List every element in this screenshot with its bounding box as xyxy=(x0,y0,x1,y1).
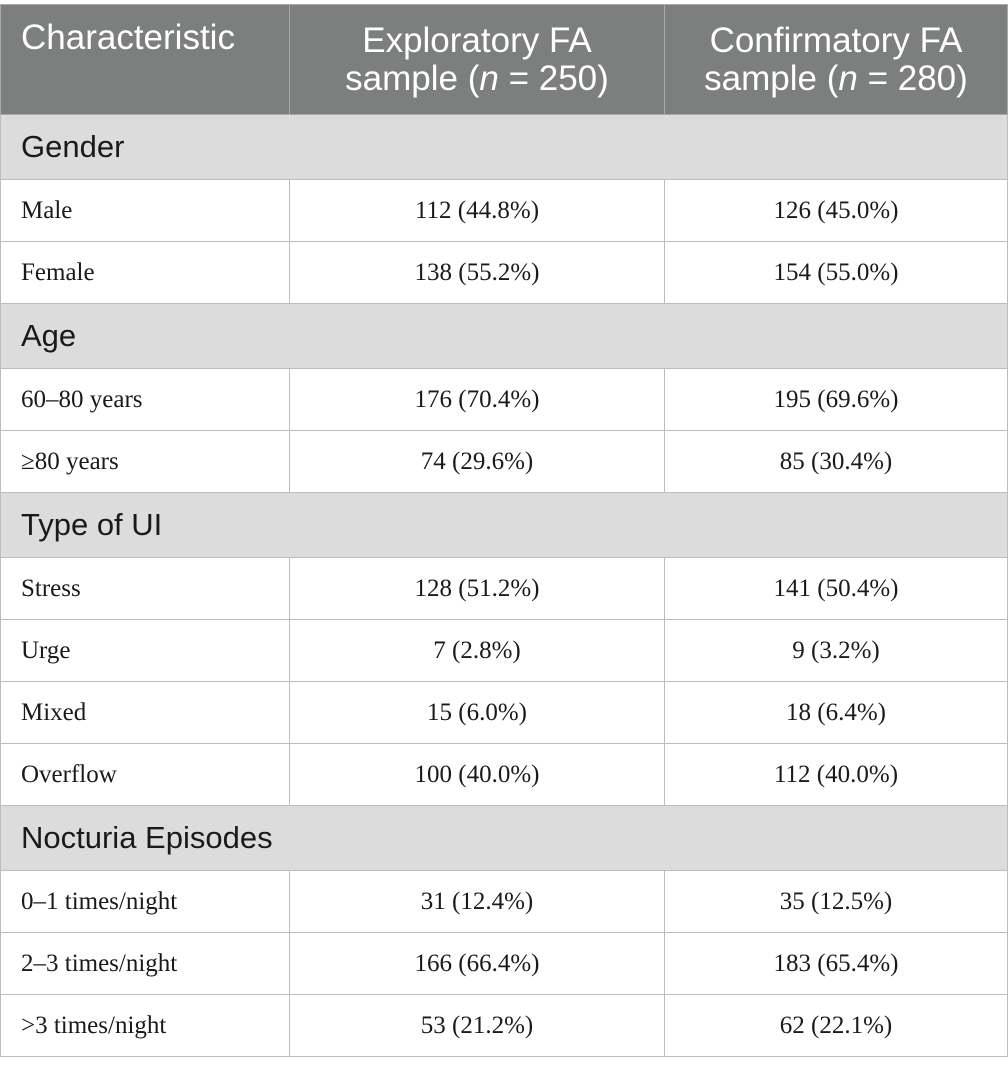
row-label: Urge xyxy=(1,620,290,682)
row-label: Male xyxy=(1,180,290,242)
cfa-value: 141 (50.4%) xyxy=(665,558,1008,620)
cfa-value: 112 (40.0%) xyxy=(665,744,1008,806)
table-row xyxy=(1,744,1008,806)
efa-value: 53 (21.2%) xyxy=(290,995,665,1057)
row-label: Overflow xyxy=(1,744,290,806)
table-row xyxy=(1,933,1008,995)
cfa-value: 35 (12.5%) xyxy=(665,871,1008,933)
table-row xyxy=(1,242,1008,304)
table-row xyxy=(1,369,1008,431)
header-efa-n: n xyxy=(479,58,499,98)
header-characteristic: Characteristic xyxy=(1,5,290,115)
efa-value: 176 (70.4%) xyxy=(290,369,665,431)
header-cfa-line2-post: = 280) xyxy=(857,58,968,98)
row-label: 60–80 years xyxy=(1,369,290,431)
row-label: Mixed xyxy=(1,682,290,744)
cfa-value: 195 (69.6%) xyxy=(665,369,1008,431)
header-cfa-sample xyxy=(665,5,1008,115)
efa-value: 7 (2.8%) xyxy=(290,620,665,682)
cfa-value: 9 (3.2%) xyxy=(665,620,1008,682)
efa-value: 31 (12.4%) xyxy=(290,871,665,933)
table-header-row xyxy=(1,5,1008,115)
efa-value: 166 (66.4%) xyxy=(290,933,665,995)
section-title: Age xyxy=(1,304,1008,369)
row-label: Stress xyxy=(1,558,290,620)
section-row-gender xyxy=(1,115,1008,180)
cfa-value: 126 (45.0%) xyxy=(665,180,1008,242)
header-cfa-n: n xyxy=(838,58,858,98)
header-efa-line2-post: = 250) xyxy=(498,58,609,98)
header-cfa-line2-pre: sample ( xyxy=(704,58,839,98)
cfa-value: 62 (22.1%) xyxy=(665,995,1008,1057)
table-row xyxy=(1,620,1008,682)
table-row xyxy=(1,871,1008,933)
row-label: 0–1 times/night xyxy=(1,871,290,933)
section-row-type-of-ui xyxy=(1,493,1008,558)
section-title: Nocturia Episodes xyxy=(1,806,1008,871)
efa-value: 15 (6.0%) xyxy=(290,682,665,744)
table-row xyxy=(1,431,1008,493)
cfa-value: 18 (6.4%) xyxy=(665,682,1008,744)
header-efa-line2-pre: sample ( xyxy=(345,58,480,98)
table-row xyxy=(1,180,1008,242)
header-efa-sample xyxy=(290,5,665,115)
efa-value: 74 (29.6%) xyxy=(290,431,665,493)
header-efa-line1: Exploratory FA xyxy=(362,20,592,60)
cfa-value: 183 (65.4%) xyxy=(665,933,1008,995)
table-row xyxy=(1,558,1008,620)
cfa-value: 85 (30.4%) xyxy=(665,431,1008,493)
row-label: Female xyxy=(1,242,290,304)
row-label: 2–3 times/night xyxy=(1,933,290,995)
table-row xyxy=(1,682,1008,744)
row-label: >3 times/night xyxy=(1,995,290,1057)
row-label: ≥80 years xyxy=(1,431,290,493)
header-cfa-line1: Confirmatory FA xyxy=(709,20,963,60)
efa-value: 128 (51.2%) xyxy=(290,558,665,620)
section-title: Type of UI xyxy=(1,493,1008,558)
section-row-nocturia-episodes xyxy=(1,806,1008,871)
cfa-value: 154 (55.0%) xyxy=(665,242,1008,304)
characteristics-table xyxy=(0,4,1008,1057)
table-row xyxy=(1,995,1008,1057)
efa-value: 100 (40.0%) xyxy=(290,744,665,806)
section-row-age xyxy=(1,304,1008,369)
efa-value: 112 (44.8%) xyxy=(290,180,665,242)
efa-value: 138 (55.2%) xyxy=(290,242,665,304)
section-title: Gender xyxy=(1,115,1008,180)
